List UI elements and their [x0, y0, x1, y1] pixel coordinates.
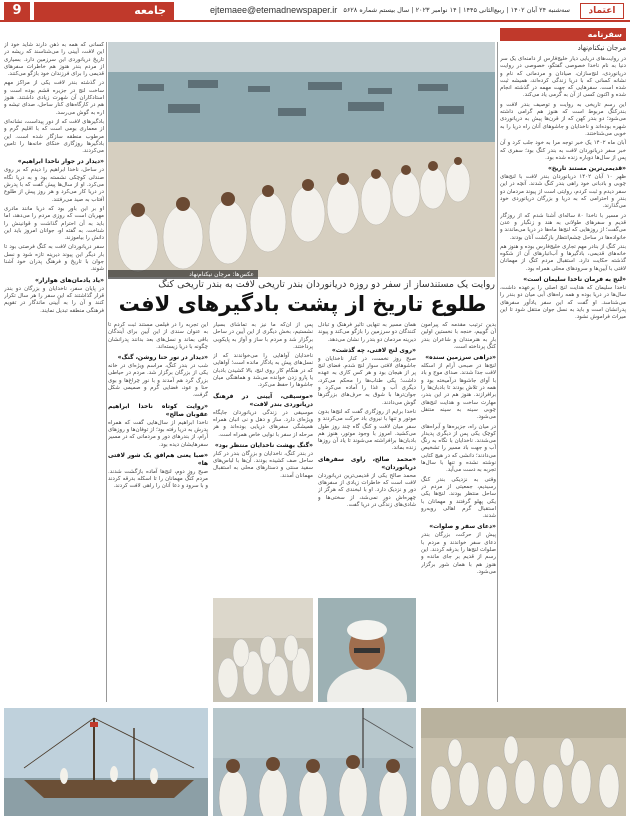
article-paragraph: پس از آن‌که ما نیز به تماشای بسیار نشستیم، بخش دیگری از این آیین در ساحل برگزار شد و مردم با ساز و آواز به پایکوبی پرداختند. — [213, 322, 313, 350]
article-paragraph: موسیقی در زندگی دریانوردان جایگاه ویژه‌ای دارد. ساز و دهل و نی انبان همراه همیشگی سفرهای دریایی بوده‌اند و هر مرحله از سفر با نوایی خاص همراه است. — [213, 409, 313, 438]
article-paragraph: در پایان سفر، ناخدایان و بزرگان دو بندر قرار گذاشتند که این سفر را هر سال تکرار کنند و آن را به آیینی ماندگار در تقویم فرهنگی منطقه تبدیل نمایند. — [4, 285, 104, 314]
article-column-mid-right — [421, 322, 496, 702]
article-subheading: «دراهی سرزمین سنده» — [425, 354, 496, 362]
article-subheading: «دیدار در جوار ناخدا ابراهیم» — [17, 158, 104, 166]
article-subheading: «لنج به فرمان ناخدا سلیمان است» — [523, 276, 626, 284]
article-paragraph: لنج‌ها در صبحی آرام از اسکله لافت جدا شدند. صدای موج و باد با آوای جاشوها درآمیخته بود و همه در تلاش بودند تا بادبان‌ها را برافرازند. هنوز هم در این بندر، مهارت ساخت و هدایت لنج‌های چوبی سینه به سینه منتقل می‌شود. — [421, 363, 496, 421]
article-paragraph: همان مسیر به تنهایی تاثیر فرهنگ و تبادل کنندگان دو سرزمین را بازگو می‌کند و پیوند دیرینه مردمان دو بندر را نشان می‌دهد. — [318, 322, 416, 343]
article-paragraph: ظهر ۱۰ آبان ۱۴۰۲ دریانوردان بندر لافت با لنج‌های چوبی و بادبانی خود راهی بندر کنگ شدند. آنچه در این سفر دیدم و ثبت کردم، روایتی است از پیوند مردمان دو بندر و احترامی که به دریا و بزرگان دریانوردی خود می‌گذارند. — [500, 174, 626, 210]
article-paragraph: بدین ترتیب مقدمه که پیرامون آن گوییم، خنجه با نخستین اولین بار به هنرمندان و شاعران بندر کنگ پرداخته است. — [421, 322, 496, 350]
section-email: ejtemaee@etemadnewspaper.ir — [210, 5, 338, 15]
article-subheading: «دیدار در نور حنا روشن، گنگ» — [117, 354, 208, 362]
dateline: سه‌شنبه ۲۴ آبان ۱۴۰۲ | ربیع‌الثانی ۱۴۴۵ | ۱۴ نوامبر ۲۰۲۳ | سال بیستم شماره ۵۶۲۸ — [343, 6, 570, 14]
story-kicker: سفرنامه — [500, 28, 626, 41]
column-divider — [497, 42, 498, 702]
article-paragraph: این رسم تاریخی به روایت و توصیف بندر لافت و بندرکنگ مربوط است که هنوز هم گرامی داشته می‌شود؛ دو بندر کهن که از قرن‌ها پیش به دریانوردی شهره بوده‌اند و ناخدایان و جاشوهای آنان راه دریا را به خوبی می‌شناختند. — [500, 101, 626, 137]
article-paragraph: آبان ماه ۱۴۰۲ یک خبر توجه مرا به خود جلب کرد و آن خبر سفر دریانوردان لافت به بندر کنگ بود؛ سفری که پس از سال‌ها دوباره زنده شده بود. — [500, 140, 626, 161]
elder-portrait-photo — [318, 598, 416, 702]
article-paragraph: در ساحل، ناخدا ابراهیم را دیدم که بر روی صندلی کوچکی نشسته بود و به دریا نگاه می‌کرد. او از سال‌ها پیش گفت که با پدرش در دریا کار می‌کرد و هر روز پیش از طلوع آفتاب به صید می‌رفتند. — [4, 167, 104, 203]
article-paragraph: در روایت‌های دریایی دیار خلیج‌فارس از دامنه‌ای یک سر دنیا به نام ناخدا خصوصی گفتگو، خصوصی در روایت دریانوردی، لنج‌سازان، صیادان و مردمانی که نام و نشانه کسانی که با دریا زندگی کرده‌اند، همیشه ثبت شده است. سفرهایی که جهت مهمه در گذشته انجام شده و اکنون کسی از آن به گرمی یاد می‌کند. — [500, 56, 626, 99]
article-paragraph: در گذشته بندر لافت یکی از مراکز مهم ساخت لنج در جزیره قشم بوده است و استادکاران آن شهرت زیادی داشتند. هنوز هم در کارگاه‌های کنار ساحل، صدای تیشه و اره به گوش می‌رسد. — [4, 80, 104, 116]
article-subheading: «روی لنج لافتی، چه گذشت» — [331, 346, 416, 354]
dhow-boat-photo — [4, 708, 208, 816]
article-paragraph: در بندر کنگ، ناخدایان و بزرگان بندر در کنار ساحل صف کشیده بودند. آن‌ها با لباس‌های سفید سنتی و دستارهای محلی به استقبال مهمانان آمدند. — [213, 450, 313, 479]
article-paragraph: کسانی که همه به ذهن دارند شاید خود از این لافت، آیینی را می‌شناسند که ریشه در تاریخ دریانوردی این سرزمین دارد. بسیاری از مردم بندر هنوز هم خاطرات سفرهای قدیمی را برای فرزندان خود بازگو می‌کنند. — [4, 42, 104, 78]
article-paragraph: ناخدایان آواهایی را می‌خواندند که از نسل‌های پیش به یادگار مانده است؛ آواهایی که در هنگام کار روی لنج، بالا کشیدن بادبان یا پارو زدن خوانده می‌شد و هماهنگی میان جاشوها را حفظ می‌کرد. — [213, 353, 313, 389]
article-paragraph: وقتی به نزدیکی بندر کنگ رسیدیم، جمعیتی از مردم در ساحل منتظر بودند. لنج‌ها یکی یکی پهلو گرفتند و مهمانان با استقبال گرم اهالی روبه‌رو شدند. — [421, 476, 496, 520]
dhow-boat-scene — [4, 708, 208, 816]
article-paragraph: در میان راه، جزیره‌ها و آبراه‌های کوچک یکی پس از دیگری پدیدار می‌شدند. ناخدایان با نگاه به رنگ آب و جهت باد مسیر را تشخیص می‌دادند؛ دانشی که در هیچ کتابی نوشته نشده و تنها با سال‌ها تجربه به دست می‌آید. — [421, 423, 496, 474]
article-column-mid-left — [213, 322, 313, 592]
article-paragraph: ناخدا ابراهیم از سال‌هایی گفت که همراه پدرش به دریا رفته بود؛ از توفان‌ها و روزهای آرام، از بندرهای دور و مردمانی که در مسیر سفرهایشان دیده بود. — [108, 419, 208, 448]
article-paragraph: بادگیرهای لافت که از دور پیداست، نشانه‌ای از معماری بومی است که با اقلیم گرم و مرطوب منطقه سازگار شده است. این بادگیرها روزگاری خنکای خانه‌ها را تامین می‌کردند. — [4, 118, 104, 155]
article-subheading: «محمد صالح، راوی سفرهای دریانوردان» — [318, 455, 416, 471]
gathering-scene — [213, 598, 313, 702]
article-paragraph: بندر کنگ از بنادر مهم تجاری خلیج‌فارس بوده و هنوز هم خانه‌های قدیمی، بادگیرها و آب‌انبارهای آن از شکوه گذشته حکایت دارد. استقبال مردم کنگ از مهمانان لافتی با آیین‌ها و سرودهای محلی همراه بود. — [500, 243, 626, 272]
article-column-right — [500, 56, 626, 776]
story-subheadline: روایت یک مستندساز از سفر دو روزه دریانوردان بندر تاریخی لافت به بندر تاریخی کنگ — [158, 279, 495, 290]
article-subheading: «قدیمی‌ترین مستند تاریخ» — [547, 165, 626, 173]
article-paragraph: او بر این باور بود که دریا مانند مادری مهربان است که روزی مردم را می‌دهد، اما باید به آن احترام گذاشت و قوانینش را شناخت. به گفته او، جوانان امروز باید این دانش را بیاموزند. — [4, 205, 104, 242]
article-subheading: «دعای سفر و صلوات» — [429, 523, 496, 531]
story-headline: طلوع تاریخ از پشت بادگیرهای لافت — [118, 292, 487, 316]
article-paragraph: ناخدا سلیمان که هدایت لنج اصلی را برعهده داشت، سال‌ها در دریا بوده و همه راه‌های آبی میان دو بندر را می‌شناسد. او گفت که این سفر یادآور سفرهای پدرانشان است و باید به نسل جوان منتقل شود تا این میراث فراموش نشود. — [500, 285, 626, 321]
article-paragraph: سفر دریانوردان لافت به کنگ فرصتی بود تا بار دیگر این پیوند دیرینه تازه شود و نسل جوان با تاریخ و فرهنگ پدران خود آشنا شوند. — [4, 244, 104, 273]
elder-portrait-scene — [318, 598, 416, 702]
article-subheading: «موسیقی، آیینی در فرهنگ دریانوردی بندر لافت» — [213, 392, 313, 408]
article-paragraph: محمد صالح یکی از قدیمی‌ترین دریانوردان لافت است که خاطرات زیادی از سفرهای دور و نزدیک دارد. او با لبخندی که هرگز از چهره‌اش دور نمی‌شد، از سختی‌ها و شادی‌های زندگی در دریا گفت. — [318, 472, 416, 508]
article-column-mid-far-left — [108, 322, 208, 702]
section-title: جامعه — [34, 2, 174, 20]
article-subheading: «گنگ بهشت ناخدایان منتظر بود» — [214, 441, 313, 449]
article-column-mid-center — [318, 322, 416, 592]
article-subheading: «روایت کوتاه ناخدا ابراهیم عقوبان صالح» — [108, 402, 208, 418]
column-divider — [106, 42, 107, 702]
article-paragraph: صبح روز دوم، لنج‌ها آماده بازگشت شدند. مردم کنگ مهمانان را تا اسکله بدرقه کردند و با سرود و دعا آنان را راهی لافت کردند. — [108, 468, 208, 490]
page-header — [0, 0, 630, 22]
article-paragraph: پیش از حرکت، بزرگان بندر دعای سفر خواندند و مردم با صلوات لنج‌ها را بدرقه کردند. این رسم از قدیم بر جای مانده و هنوز هم با همان شور برگزار می‌شود. — [421, 532, 496, 575]
article-subheading: «یاد یادمان‌های هوارار» — [34, 276, 104, 284]
photo-caption: عکس‌ها: مرجان نیکنام‌نهاد — [108, 270, 258, 279]
main-photo — [108, 42, 495, 277]
article-subheading: «صبا یعنی هم‌افق یک شور لافتی ها» — [108, 451, 208, 467]
article-paragraph: شب در بندر کنگ، مراسم ویژه‌ای در خانه یکی از بزرگان برگزار شد. مردم در حیاطی بزرگ گرد هم آمدند و با نور چراغ‌ها و بوی حنا و عود، فضایی گرم و صمیمی شکل گرفت. — [108, 363, 208, 399]
gathering-photo — [213, 598, 313, 702]
men-gathering-scene — [213, 708, 416, 816]
article-column-left — [4, 42, 104, 702]
men-gathering-photo — [213, 708, 416, 816]
page-number: 9 — [4, 2, 30, 20]
dancers-photo — [421, 708, 626, 816]
newspaper-logo: اعتماد — [580, 3, 624, 19]
dancers-scene — [421, 708, 626, 816]
article-paragraph: ناخدا برایم از روزگاری گفت که لنج‌ها بدون موتور و تنها با نیروی باد حرکت می‌کردند و سفر میان لافت و کنگ گاه چند روز طول می‌کشید. امروز با وجود موتور، هنوز هم بادبان‌ها برافراشته می‌شوند تا یاد آن روزها زنده بماند. — [318, 408, 416, 452]
article-paragraph: صبح روز نخست، در کنار ناخدایان و جاشوهای لافتی سوار لنج شدم. فضای لنج پر از هیجان بود و هر کس کاری به عهده داشت؛ یکی طناب‌ها را محکم می‌کرد، دیگری آب و غذا را آماده می‌کرد و جوان‌ترها با شوق به حرف‌های بزرگترها گوش می‌دادند. — [318, 355, 416, 406]
main-photo-scene — [108, 42, 495, 277]
story-byline: مرجان نیکنام‌نهاد — [577, 44, 626, 52]
article-paragraph: در مسیر با ناخدا ۸۰ ساله‌ای آشنا شدم که از روزگار قدیم و سفرهای طولانی به هند و زنگبار و عدن می‌گفت؛ از روزهایی که لنج‌ها ماه‌ها در دریا می‌ماندند و خانواده‌ها در ساحل چشم‌انتظار بازگشت آنان بودند. — [500, 212, 626, 241]
article-paragraph: این تجربه را در فیلمی مستند ثبت کردم تا به عنوان سندی از این آیین برای آیندگان باقی بماند و نسل‌های بعد بدانند پدرانشان چگونه با دریا زیسته‌اند. — [108, 322, 208, 350]
